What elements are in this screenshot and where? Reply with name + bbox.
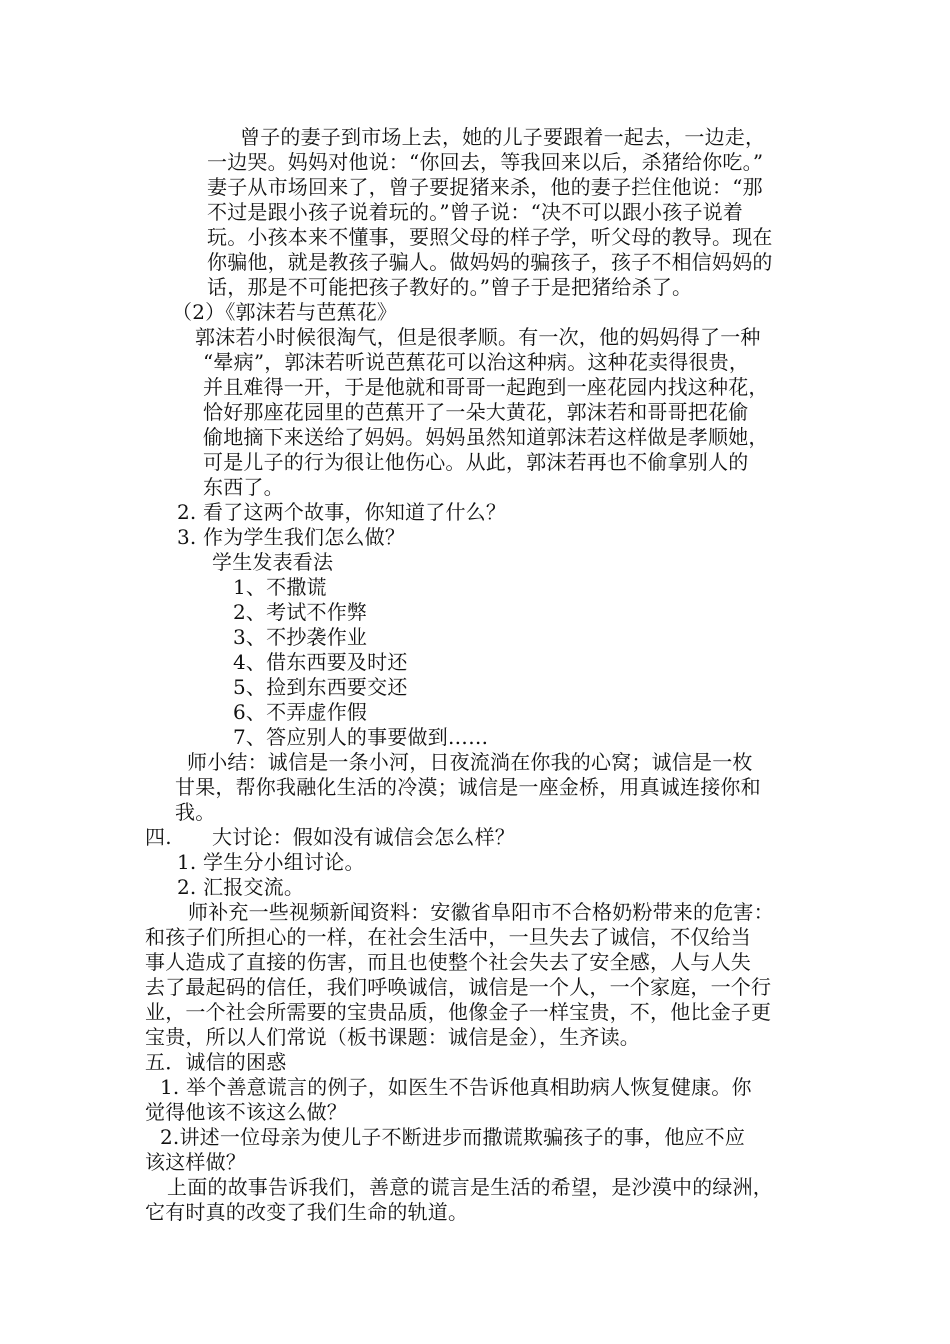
section5-item2-line: 2.讲述一位母亲为使儿子不断进步而撒谎欺骗孩子的事，他应不应 (160, 1125, 746, 1149)
story2-heading: （2）《郭沫若与芭蕉花》 (172, 300, 398, 324)
story1-line: 你骗他，就是教孩子骗人。做妈妈的骗孩子，孩子不相信妈妈的 (207, 250, 773, 274)
student-view-item: 1、不撒谎 (233, 575, 327, 599)
story1-line: 玩。小孩本来不懂事，要照父母的样子学，听父母的教导。现在 (207, 225, 773, 249)
story1-line: 妻子从市场回来了，曾子要捉猪来杀，他的妻子拦住他说：“那 (207, 175, 763, 199)
student-view-item: 6、不弄虚作假 (233, 700, 368, 724)
story2-line: 偷地摘下来送给了妈妈。妈妈虽然知道郭沫若这样做是孝顺她， (203, 425, 769, 449)
story2-line: “晕病”，郭沫若听说芭蕉花可以治这种病。这种花卖得很贵， (203, 350, 750, 374)
section5-closing-line: 上面的故事告诉我们，善意的谎言是生活的希望，是沙漠中的绿洲， (167, 1175, 773, 1199)
story2-line: 可是儿子的行为很让他伤心。从此，郭沫若再也不偷拿别人的 (203, 450, 749, 474)
section4-step: 2. 汇报交流。 (177, 875, 305, 899)
story2-line: 并且难得一开，于是他就和哥哥一起跑到一座花园内找这种花， (203, 375, 769, 399)
section5-closing-line: 它有时真的改变了我们生命的轨道。 (145, 1200, 469, 1224)
story2-line: 郭沫若小时候很淘气，但是很孝顺。有一次，他的妈妈得了一种 (195, 325, 761, 349)
section4-paragraph-line: 师补充一些视频新闻资料：安徽省阜阳市不合格奶粉带来的危害： (188, 900, 774, 924)
section5-item1-line: 觉得他该不该这么做？ (145, 1100, 347, 1124)
student-view-item: 7、答应别人的事要做到…… (233, 725, 489, 749)
student-view-item: 4、借东西要及时还 (233, 650, 408, 674)
section5-item2-line: 该这样做？ (145, 1150, 246, 1174)
student-view-item: 3、不抄袭作业 (233, 625, 368, 649)
student-views-label: 学生发表看法 (212, 550, 334, 574)
student-view-item: 2、考试不作弊 (233, 600, 368, 624)
teacher-summary-line: 师小结：诚信是一条小河，日夜流淌在你我的心窝；诚信是一枚 (187, 750, 753, 774)
teacher-summary-line: 我。 (175, 800, 216, 824)
section4-paragraph-line: 去了最起码的信任，我们呼唤诚信，诚信是一个人，一个家庭，一个行 (145, 975, 772, 999)
story2-line: 东西了。 (203, 475, 284, 499)
story1-line: 不过是跟小孩子说着玩的。”曾子说：“决不可以跟小孩子说着 (207, 200, 744, 224)
section4-title: 大讨论：假如没有诚信会怎么样？ (212, 825, 515, 849)
student-view-item: 5、捡到东西要交还 (233, 675, 408, 699)
story1-line: 曾子的妻子到市场上去，她的儿子要跟着一起去，一边走， (240, 125, 766, 149)
section4-paragraph-line: 和孩子们所担心的一样，在社会生活中，一旦失去了诚信，不仅给当 (145, 925, 751, 949)
question-item: 3. 作为学生我们怎么做？ (177, 525, 406, 549)
section4-paragraph-line: 宝贵，所以人们常说（板书课题：诚信是金），生齐读。 (145, 1025, 640, 1049)
section4-step: 1. 学生分小组讨论。 (177, 850, 365, 874)
section4-number: 四. (145, 825, 172, 849)
question-item: 2. 看了这两个故事，你知道了什么？ (177, 500, 507, 524)
story1-line: 一边哭。妈妈对他说：“你回去，等我回来以后，杀猪给你吃。” (207, 150, 764, 174)
section5-item1-line: 1. 举个善意谎言的例子，如医生不告诉他真相助病人恢复健康。你 (160, 1075, 752, 1099)
story1-line: 话，那是不可能把孩子教好的。”曾子于是把猪给杀了。 (207, 275, 693, 299)
section5-heading: 五．诚信的困惑 (145, 1050, 287, 1074)
story2-line: 恰好那座花园里的芭蕉开了一朵大黄花，郭沫若和哥哥把花偷 (203, 400, 749, 424)
teacher-summary-line: 甘果，帮你我融化生活的冷漠；诚信是一座金桥，用真诚连接你和 (175, 775, 761, 799)
section4-paragraph-line: 业，一个社会所需要的宝贵品质，他像金子一样宝贵，不，他比金子更 (145, 1000, 772, 1024)
section4-paragraph-line: 事人造成了直接的伤害，而且也使整个社会失去了安全感，人与人失 (145, 950, 751, 974)
